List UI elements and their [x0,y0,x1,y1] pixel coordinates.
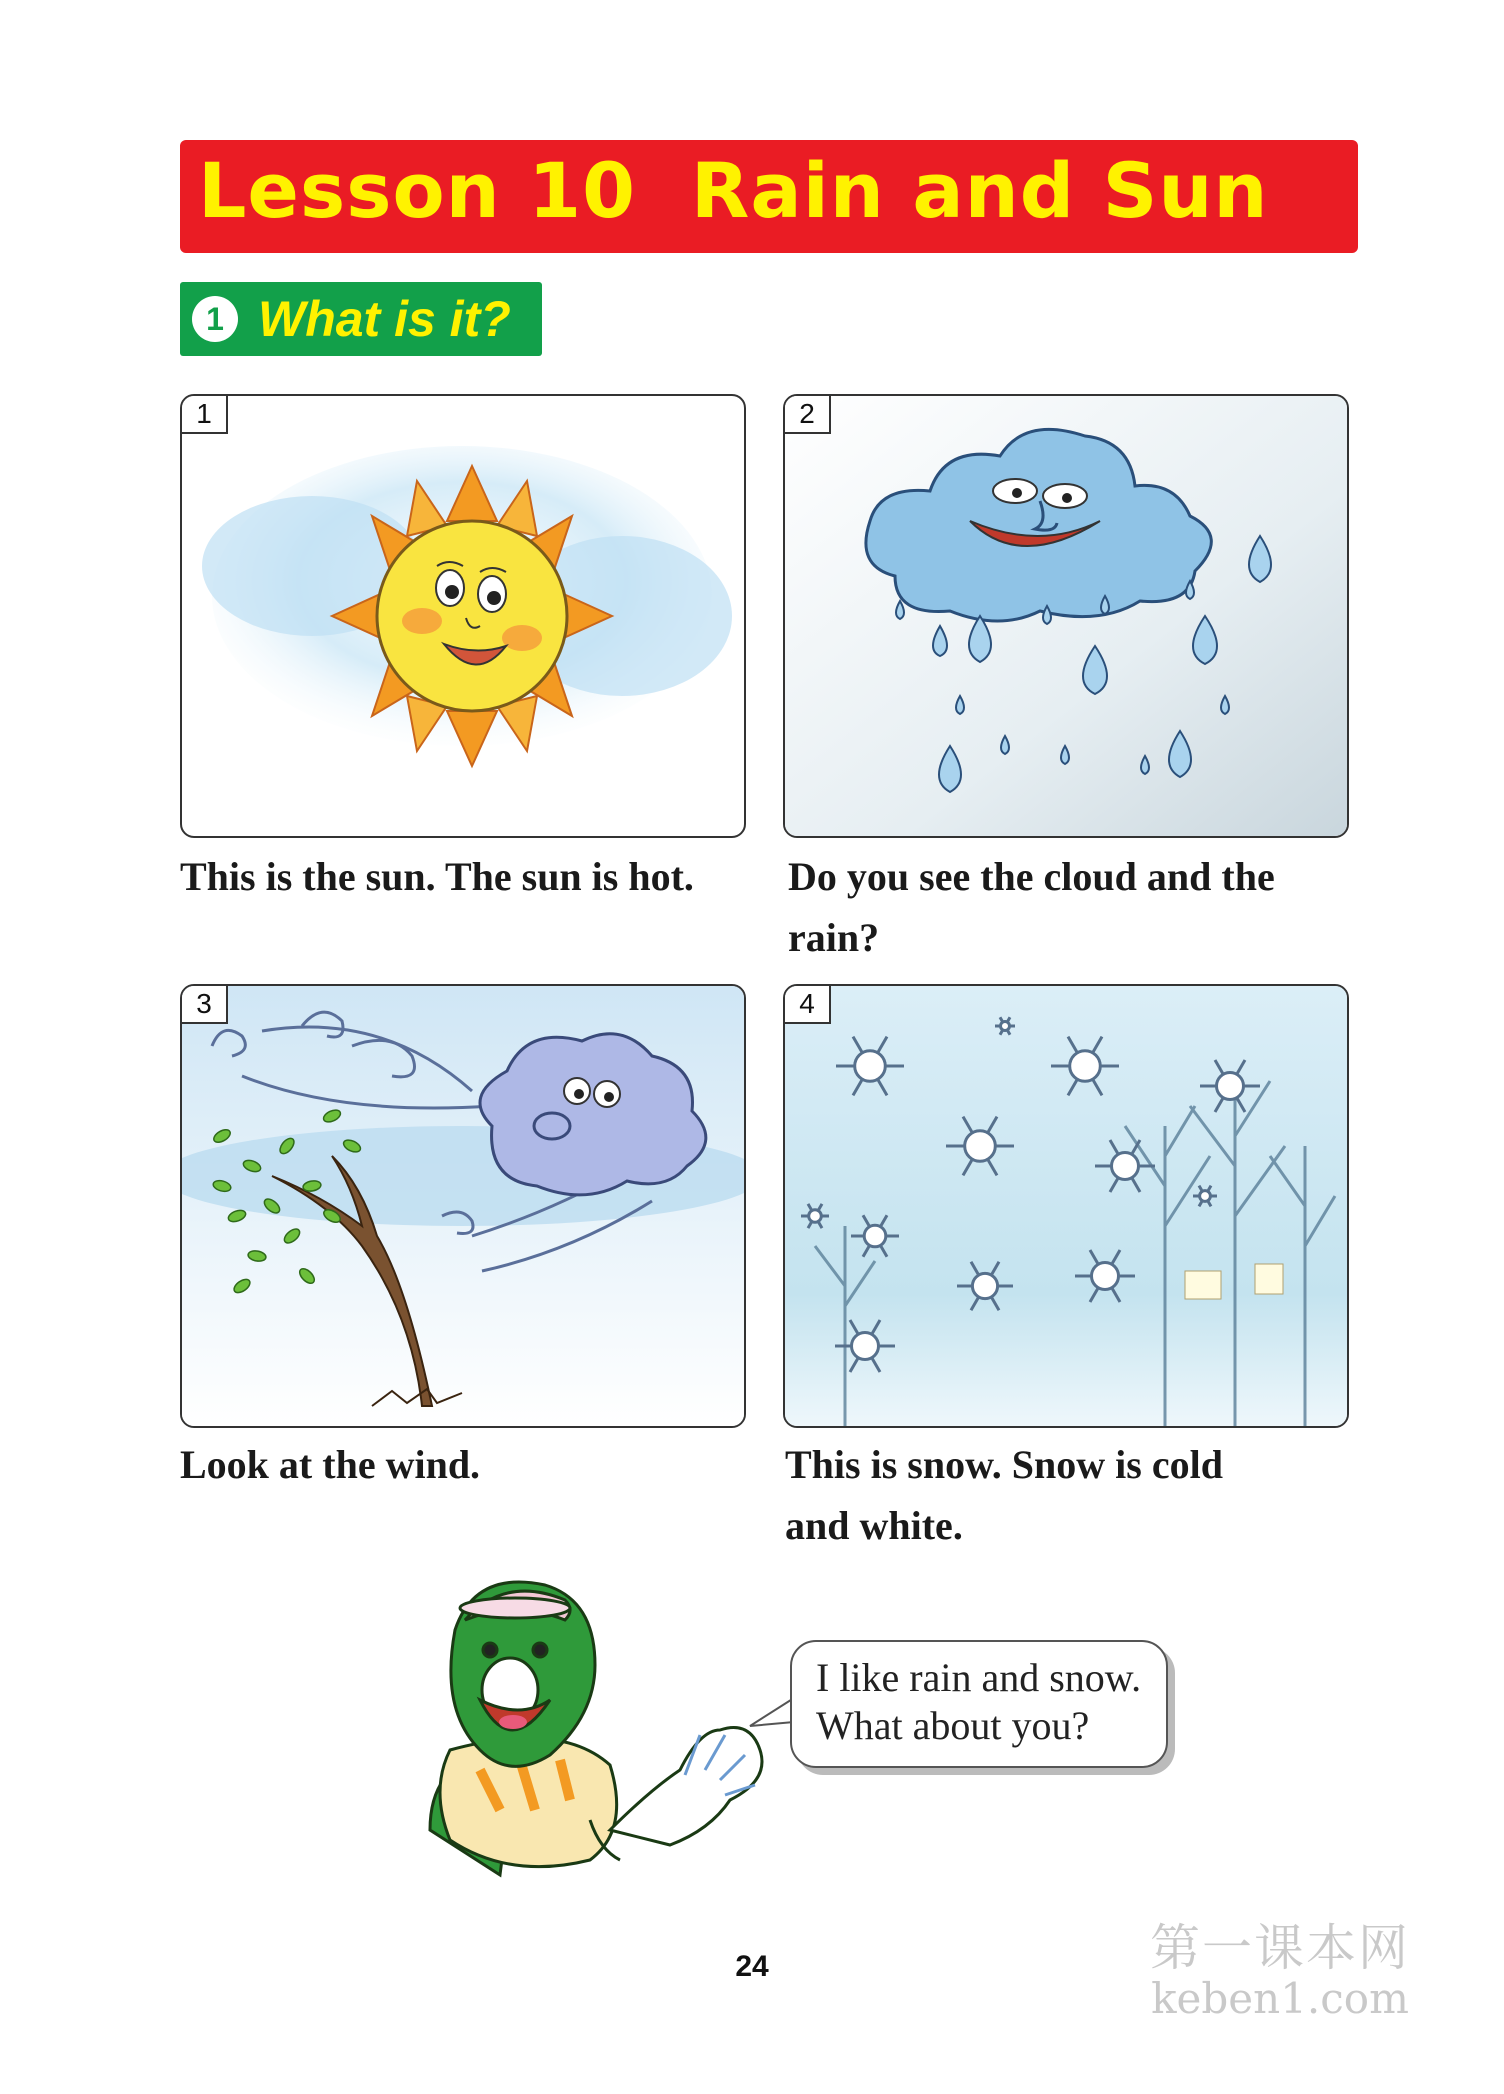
watermark-chinese: 第一课本网 [1150,1919,1410,1977]
speech-line: I like rain and snow. [816,1655,1142,1700]
panel-number: 2 [785,396,831,434]
speech-line: What about you? [816,1703,1090,1748]
lesson-title-bar [180,140,1358,253]
cloud-rain-illustration [785,396,1347,836]
watermark-url: keben1.com [1151,1974,1409,2023]
panel-caption: This is the sun. The sun is hot. [180,854,694,899]
panel-cloud-rain [783,394,1349,838]
watermark [1130,1908,1430,2023]
panel-caption: Look at the wind. [180,1442,481,1487]
speech-bubble-tail [748,1696,796,1736]
page-number: 24 [735,1950,769,1983]
panel-snow [783,984,1349,1428]
lesson-title: Lesson 10 Rain and Sun [198,146,1269,235]
turtle-mascot [420,1580,780,1890]
panel-sun [180,394,746,838]
snow-illustration [785,986,1347,1426]
section-title: What is it? [258,291,511,347]
sun-illustration [182,396,744,836]
panel-caption: This is snow. Snow is cold and white. [785,1442,1223,1548]
section-number: 1 [192,296,238,342]
panel-wind [180,984,746,1428]
section-heading [180,282,542,356]
wind-illustration [182,986,744,1426]
speech-bubble [790,1640,1168,1768]
panel-number: 1 [182,396,228,434]
panel-caption: Do you see the cloud and the rain? [788,854,1275,960]
panel-number: 3 [182,986,228,1024]
panel-number: 4 [785,986,831,1024]
